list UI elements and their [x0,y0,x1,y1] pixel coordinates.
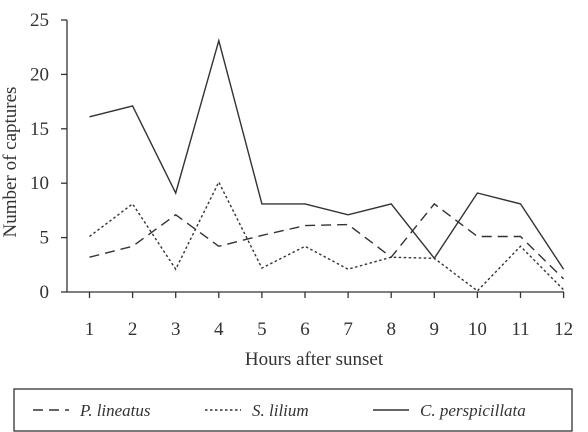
series-layer [90,41,564,291]
y-tick-label: 15 [30,118,49,140]
legend-label-p-lineatus: P. lineatus [80,401,151,420]
series-line-c-perspicillata [90,41,564,270]
y-ticks [30,10,67,303]
legend-label-s-lilium: S. lilium [252,401,309,420]
y-tick-label: 10 [30,173,49,195]
series-line-p-lineatus [90,204,564,279]
x-tick-label: 4 [214,319,224,340]
legend-label-c-perspicillata: C. perspicillata [420,401,526,420]
plot-area [30,10,573,340]
x-tick-label: 11 [511,319,530,340]
y-axis-title: Number of captures [0,86,21,238]
x-tick-label: 5 [257,319,267,340]
y-tick-label: 5 [39,227,49,249]
x-tick-label: 9 [429,319,440,340]
y-tick-label: 20 [30,64,49,86]
x-tick-label: 2 [127,319,138,340]
x-tick-label: 3 [170,319,181,340]
x-tick-label: 1 [84,319,95,340]
x-tick-label: 7 [343,319,353,340]
legend-items [33,401,526,420]
x-axis-title: Hours after sunset [244,349,384,370]
x-tick-label: 12 [554,319,574,340]
legend [14,389,572,431]
y-tick-label: 25 [30,10,49,31]
x-ticks [85,292,573,340]
series-line-s-lilium [90,182,564,291]
x-tick-label: 10 [467,319,487,340]
x-tick-label: 6 [300,319,310,340]
x-tick-label: 8 [386,319,396,340]
y-tick-label: 0 [39,282,49,303]
